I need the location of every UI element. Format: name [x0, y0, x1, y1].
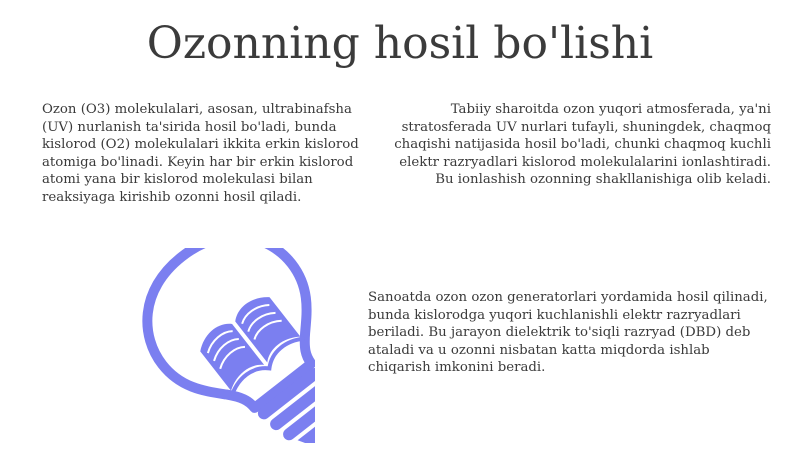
lightbulb-book-icon: [100, 248, 315, 443]
paragraph-left: Ozon (O3) molekulalari, asosan, ultrabinafsha (UV) nurlanish ta'sirida hosil bo'ladi, bunda kislorod (O2) molekulalari ikkita erkin kislorod atomiga bo'linadi. Keyin har bir erkin kislorod atomi yana bir kislorod molekulasi bilan reaksiyaga kirishib ozonni hosil qiladi.: [42, 102, 359, 205]
paragraph-bottom: Sanoatda ozon ozon generatorlari yordamida hosil qilinadi, bunda kislorodga yuqori kuchlanishli elektr razryadlari beriladi. Bu jarayon dielektrik to'siqli razryad (DBD) deb ataladi va u ozonni nisbatan katta miqdorda ishlab chiqarish imkonini beradi.: [368, 290, 768, 376]
slide-title: Ozonning hosil bo'lishi: [146, 18, 654, 69]
paragraph-right: Tabiiy sharoitda ozon yuqori atmosferada, ya'ni stratosferada UV nurlari tufayli, shuningdek, chaqmoq chaqishi natijasida hosil bo'ladi, chunki chaqmoq kuchli elektr razryadlari kislorod molekulalarini ionlashtiradi. Bu ionlashish ozonning shakllanishiga olib keladi.: [394, 102, 771, 188]
